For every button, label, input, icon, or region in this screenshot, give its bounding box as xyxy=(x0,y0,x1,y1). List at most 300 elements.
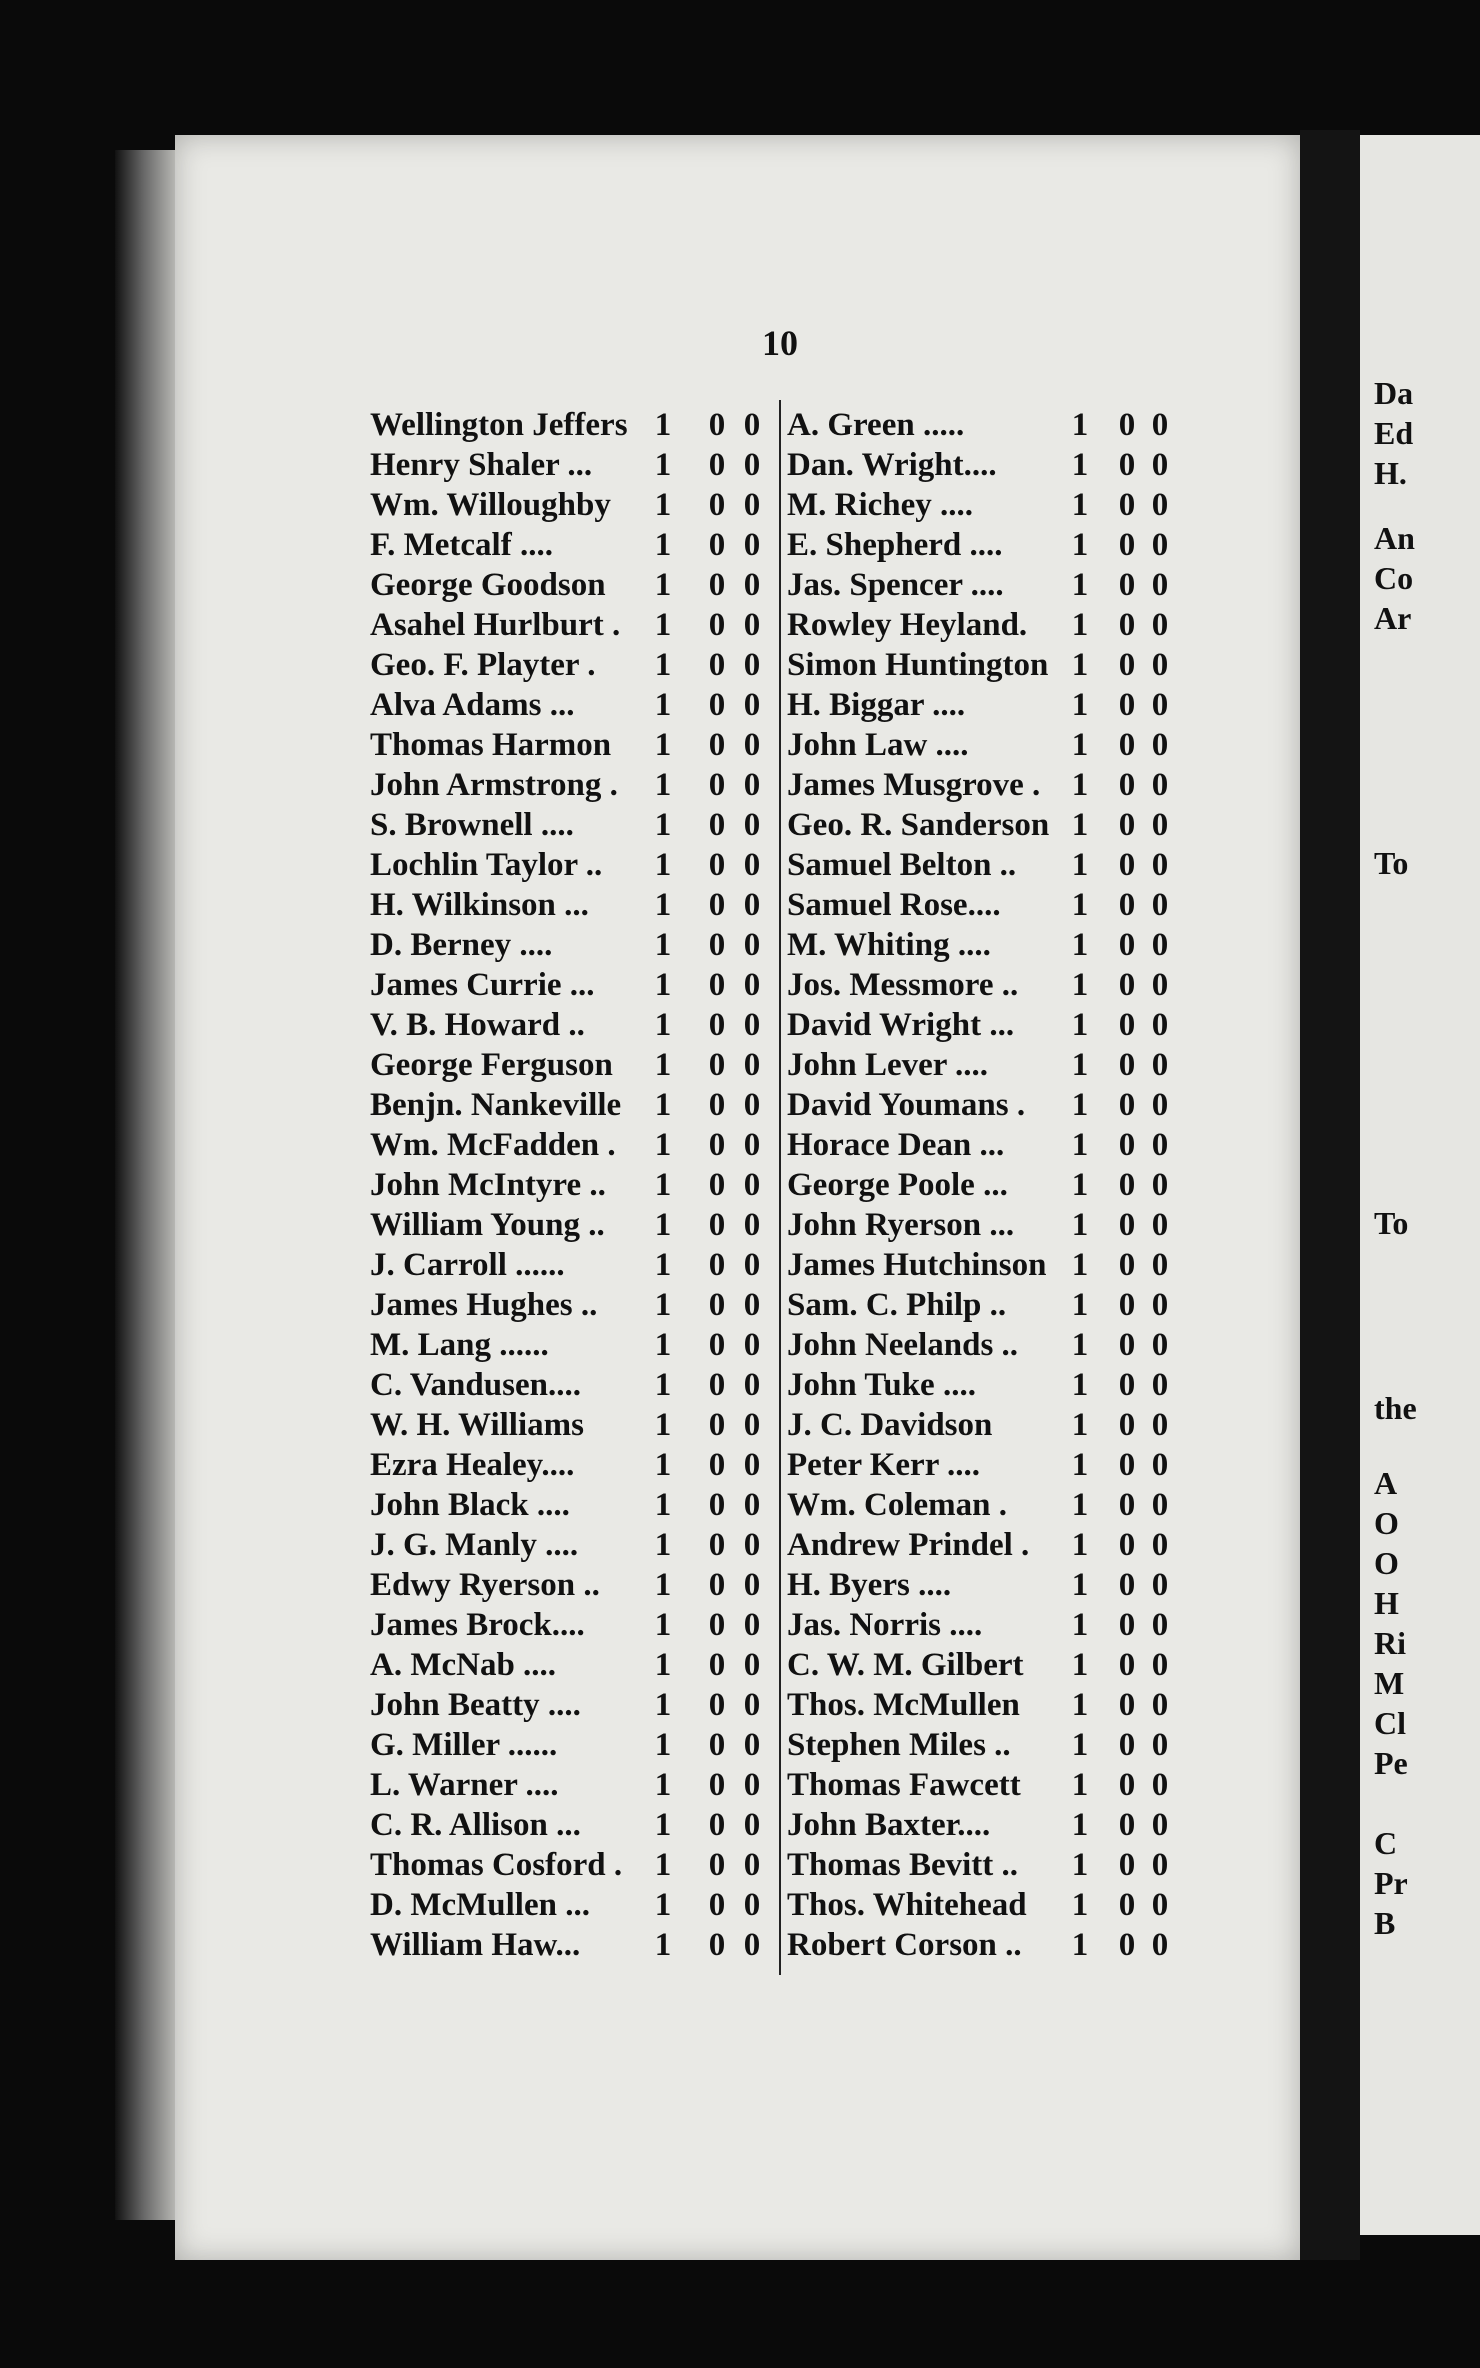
subscriber-name: David Wright ... xyxy=(787,1007,1015,1043)
adjacent-page-fragment xyxy=(1360,135,1480,2235)
amount-pence: 0 xyxy=(1151,1647,1169,1683)
amount-shillings: 0 xyxy=(708,1527,726,1563)
subscriber-name: James Hughes .. xyxy=(370,1287,598,1323)
subscriber-name: James Brock.... xyxy=(370,1607,585,1643)
amount-pounds: 1 xyxy=(654,767,672,803)
amount-pounds: 1 xyxy=(654,567,672,603)
subscriber-name: Robert Corson .. xyxy=(787,1927,1022,1963)
subscriber-name: John Baxter.... xyxy=(787,1807,991,1843)
amount-pence: 0 xyxy=(1151,1207,1169,1243)
list-item xyxy=(370,725,790,765)
amount-pence: 0 xyxy=(743,1367,761,1403)
list-item xyxy=(787,1445,1207,1485)
amount-pence: 0 xyxy=(1151,527,1169,563)
amount-shillings: 0 xyxy=(1118,1287,1136,1323)
list-item xyxy=(370,1565,790,1605)
amount-pounds: 1 xyxy=(654,1567,672,1603)
amount-pounds: 1 xyxy=(1071,1527,1089,1563)
list-item xyxy=(787,1205,1207,1245)
subscriber-name: M. Lang ...... xyxy=(370,1327,549,1363)
amount-shillings: 0 xyxy=(1118,1527,1136,1563)
amount-pounds: 1 xyxy=(1071,1487,1089,1523)
amount-shillings: 0 xyxy=(708,1807,726,1843)
amount-shillings: 0 xyxy=(708,1367,726,1403)
amount-pounds: 1 xyxy=(654,1007,672,1043)
list-item xyxy=(370,845,790,885)
subscriber-name: James Musgrove . xyxy=(787,767,1041,803)
list-item xyxy=(370,1885,790,1925)
amount-pounds: 1 xyxy=(654,1127,672,1163)
amount-pounds: 1 xyxy=(654,1767,672,1803)
amount-pounds: 1 xyxy=(654,1047,672,1083)
amount-shillings: 0 xyxy=(708,1447,726,1483)
subscriber-name: James Hutchinson xyxy=(787,1247,1047,1283)
amount-pence: 0 xyxy=(743,1927,761,1963)
amount-pence: 0 xyxy=(743,927,761,963)
subscriber-name: Geo. F. Playter . xyxy=(370,647,596,683)
amount-pence: 0 xyxy=(743,1527,761,1563)
page-gutter xyxy=(1300,130,1360,2260)
amount-shillings: 0 xyxy=(708,807,726,843)
fragment-text: Cl xyxy=(1374,1705,1406,1741)
subscriber-name: John Armstrong . xyxy=(370,767,618,803)
amount-pounds: 1 xyxy=(654,927,672,963)
subscriber-name: J. C. Davidson xyxy=(787,1407,993,1443)
amount-shillings: 0 xyxy=(1118,1447,1136,1483)
amount-pounds: 1 xyxy=(1071,927,1089,963)
amount-pounds: 1 xyxy=(1071,487,1089,523)
fragment-text: Da xyxy=(1374,375,1414,411)
list-item xyxy=(787,1005,1207,1045)
amount-pounds: 1 xyxy=(654,1807,672,1843)
list-item xyxy=(370,565,790,605)
list-item xyxy=(787,685,1207,725)
amount-pence: 0 xyxy=(1151,1487,1169,1523)
amount-pence: 0 xyxy=(1151,1007,1169,1043)
amount-pence: 0 xyxy=(743,1567,761,1603)
amount-pounds: 1 xyxy=(654,967,672,1003)
list-item xyxy=(787,885,1207,925)
amount-shillings: 0 xyxy=(708,567,726,603)
amount-pence: 0 xyxy=(743,1087,761,1123)
amount-shillings: 0 xyxy=(1118,887,1136,923)
amount-shillings: 0 xyxy=(708,1927,726,1963)
amount-pence: 0 xyxy=(1151,1047,1169,1083)
amount-shillings: 0 xyxy=(708,1607,726,1643)
amount-shillings: 0 xyxy=(1118,1687,1136,1723)
amount-pounds: 1 xyxy=(654,1447,672,1483)
amount-pence: 0 xyxy=(743,647,761,683)
amount-pounds: 1 xyxy=(1071,1047,1089,1083)
subscriber-name: Thos. McMullen xyxy=(787,1687,1020,1723)
amount-shillings: 0 xyxy=(1118,1767,1136,1803)
amount-pounds: 1 xyxy=(654,807,672,843)
amount-pence: 0 xyxy=(1151,1807,1169,1843)
list-item xyxy=(370,1725,790,1765)
fragment-text: An xyxy=(1374,520,1415,556)
amount-pence: 0 xyxy=(743,1647,761,1683)
amount-pence: 0 xyxy=(743,407,761,443)
list-item xyxy=(787,845,1207,885)
amount-shillings: 0 xyxy=(1118,967,1136,1003)
amount-shillings: 0 xyxy=(1118,1207,1136,1243)
amount-pounds: 1 xyxy=(654,1327,672,1363)
fragment-text: To xyxy=(1374,845,1409,881)
list-item xyxy=(370,765,790,805)
amount-pounds: 1 xyxy=(1071,1407,1089,1443)
amount-pence: 0 xyxy=(1151,1327,1169,1363)
subscriber-name: Asahel Hurlburt . xyxy=(370,607,621,643)
subscriber-name: D. McMullen ... xyxy=(370,1887,590,1923)
list-item xyxy=(787,1805,1207,1845)
amount-pounds: 1 xyxy=(1071,567,1089,603)
amount-pence: 0 xyxy=(1151,1447,1169,1483)
amount-shillings: 0 xyxy=(708,847,726,883)
amount-shillings: 0 xyxy=(1118,1127,1136,1163)
list-item xyxy=(370,1085,790,1125)
amount-pence: 0 xyxy=(743,727,761,763)
amount-pence: 0 xyxy=(1151,607,1169,643)
list-item xyxy=(787,445,1207,485)
amount-pounds: 1 xyxy=(654,447,672,483)
subscriber-name: Jas. Spencer .... xyxy=(787,567,1004,603)
amount-pounds: 1 xyxy=(1071,1087,1089,1123)
amount-shillings: 0 xyxy=(1118,1727,1136,1763)
amount-pounds: 1 xyxy=(654,847,672,883)
subscriber-name: J. G. Manly .... xyxy=(370,1527,579,1563)
subscriber-name: Jas. Norris .... xyxy=(787,1607,983,1643)
amount-pounds: 1 xyxy=(1071,1567,1089,1603)
subscriber-name: M. Richey .... xyxy=(787,487,974,523)
amount-shillings: 0 xyxy=(1118,687,1136,723)
amount-pence: 0 xyxy=(743,1247,761,1283)
amount-shillings: 0 xyxy=(708,1327,726,1363)
subscriber-name: George Goodson xyxy=(370,567,606,603)
list-item xyxy=(787,1565,1207,1605)
subscriber-name: D. Berney .... xyxy=(370,927,553,963)
amount-pounds: 1 xyxy=(654,1527,672,1563)
amount-shillings: 0 xyxy=(708,1767,726,1803)
list-item xyxy=(787,1725,1207,1765)
amount-pounds: 1 xyxy=(1071,967,1089,1003)
subscriber-name: Dan. Wright.... xyxy=(787,447,997,483)
amount-shillings: 0 xyxy=(1118,607,1136,643)
amount-pounds: 1 xyxy=(654,1927,672,1963)
amount-shillings: 0 xyxy=(1118,1487,1136,1523)
amount-pounds: 1 xyxy=(654,887,672,923)
subscriber-name: George Ferguson xyxy=(370,1047,613,1083)
amount-shillings: 0 xyxy=(708,1207,726,1243)
list-item xyxy=(787,1525,1207,1565)
subscriber-name: William Young .. xyxy=(370,1207,605,1243)
amount-shillings: 0 xyxy=(1118,1407,1136,1443)
amount-shillings: 0 xyxy=(1118,767,1136,803)
amount-pounds: 1 xyxy=(1071,1647,1089,1683)
list-item xyxy=(787,1165,1207,1205)
list-item xyxy=(787,645,1207,685)
amount-shillings: 0 xyxy=(708,887,726,923)
amount-pounds: 1 xyxy=(1071,1847,1089,1883)
list-item xyxy=(370,885,790,925)
subscriber-name: A. McNab .... xyxy=(370,1647,557,1683)
subscriber-name: Samuel Belton .. xyxy=(787,847,1017,883)
amount-shillings: 0 xyxy=(708,1007,726,1043)
amount-pence: 0 xyxy=(743,607,761,643)
amount-pounds: 1 xyxy=(1071,1327,1089,1363)
subscriber-name: Sam. C. Philp .. xyxy=(787,1287,1007,1323)
amount-shillings: 0 xyxy=(1118,1167,1136,1203)
list-item xyxy=(370,965,790,1005)
amount-shillings: 0 xyxy=(1118,407,1136,443)
subscriber-name: John Ryerson ... xyxy=(787,1207,1015,1243)
amount-pence: 0 xyxy=(743,1727,761,1763)
list-item xyxy=(787,565,1207,605)
amount-shillings: 0 xyxy=(708,607,726,643)
amount-shillings: 0 xyxy=(1118,807,1136,843)
amount-pence: 0 xyxy=(1151,1167,1169,1203)
amount-pounds: 1 xyxy=(1071,527,1089,563)
subscriber-name: David Youmans . xyxy=(787,1087,1026,1123)
amount-pounds: 1 xyxy=(654,1887,672,1923)
amount-shillings: 0 xyxy=(1118,727,1136,763)
subscriber-name: Thos. Whitehead xyxy=(787,1887,1027,1923)
amount-pence: 0 xyxy=(1151,1087,1169,1123)
amount-shillings: 0 xyxy=(708,1407,726,1443)
list-item xyxy=(787,1885,1207,1925)
amount-pence: 0 xyxy=(743,1287,761,1323)
list-item xyxy=(787,965,1207,1005)
amount-shillings: 0 xyxy=(1118,1647,1136,1683)
amount-pounds: 1 xyxy=(654,1167,672,1203)
amount-shillings: 0 xyxy=(708,487,726,523)
amount-pence: 0 xyxy=(743,1207,761,1243)
subscriber-name: John McIntyre .. xyxy=(370,1167,606,1203)
list-item xyxy=(787,525,1207,565)
subscriber-name: H. Biggar .... xyxy=(787,687,966,723)
list-item xyxy=(370,1205,790,1245)
list-item xyxy=(370,1685,790,1725)
amount-pence: 0 xyxy=(1151,1567,1169,1603)
amount-pence: 0 xyxy=(743,1607,761,1643)
list-item xyxy=(787,1365,1207,1405)
amount-shillings: 0 xyxy=(1118,567,1136,603)
amount-pounds: 1 xyxy=(1071,1927,1089,1963)
amount-pounds: 1 xyxy=(1071,647,1089,683)
amount-pence: 0 xyxy=(743,487,761,523)
amount-pounds: 1 xyxy=(1071,1247,1089,1283)
list-item xyxy=(370,1325,790,1365)
subscriber-name: Andrew Prindel . xyxy=(787,1527,1030,1563)
subscriber-name: L. Warner .... xyxy=(370,1767,559,1803)
amount-pounds: 1 xyxy=(1071,1207,1089,1243)
amount-pounds: 1 xyxy=(654,487,672,523)
list-item xyxy=(370,1485,790,1525)
list-item xyxy=(787,1245,1207,1285)
amount-shillings: 0 xyxy=(708,687,726,723)
fragment-text: C xyxy=(1374,1825,1398,1861)
fragment-text: Ar xyxy=(1374,600,1412,636)
amount-pence: 0 xyxy=(1151,807,1169,843)
list-item xyxy=(370,1125,790,1165)
amount-shillings: 0 xyxy=(708,1167,726,1203)
amount-pounds: 1 xyxy=(1071,887,1089,923)
subscriber-name: Ezra Healey.... xyxy=(370,1447,575,1483)
amount-shillings: 0 xyxy=(708,407,726,443)
amount-pence: 0 xyxy=(743,567,761,603)
amount-pence: 0 xyxy=(743,1127,761,1163)
list-item xyxy=(787,1045,1207,1085)
amount-pounds: 1 xyxy=(1071,1887,1089,1923)
list-item xyxy=(370,1925,790,1965)
subscriber-name: Henry Shaler ... xyxy=(370,447,593,483)
list-item xyxy=(370,1405,790,1445)
amount-pence: 0 xyxy=(743,767,761,803)
amount-pounds: 1 xyxy=(654,1487,672,1523)
amount-pounds: 1 xyxy=(1071,447,1089,483)
subscriber-name: John Tuke .... xyxy=(787,1367,976,1403)
list-item xyxy=(787,805,1207,845)
amount-pence: 0 xyxy=(743,447,761,483)
list-item xyxy=(787,1685,1207,1725)
fragment-text: H xyxy=(1374,1585,1399,1621)
list-item xyxy=(370,1245,790,1285)
amount-shillings: 0 xyxy=(708,1727,726,1763)
amount-pence: 0 xyxy=(1151,1687,1169,1723)
amount-shillings: 0 xyxy=(708,1047,726,1083)
subscriber-name: Wm. Coleman . xyxy=(787,1487,1007,1523)
amount-pence: 0 xyxy=(1151,567,1169,603)
amount-shillings: 0 xyxy=(708,1647,726,1683)
subscriber-name: Rowley Heyland. xyxy=(787,607,1028,643)
list-item xyxy=(787,1325,1207,1365)
amount-pence: 0 xyxy=(743,1447,761,1483)
amount-shillings: 0 xyxy=(1118,647,1136,683)
amount-pounds: 1 xyxy=(1071,1607,1089,1643)
amount-pounds: 1 xyxy=(654,727,672,763)
amount-pounds: 1 xyxy=(654,647,672,683)
amount-shillings: 0 xyxy=(708,767,726,803)
fragment-text: H. xyxy=(1374,455,1407,491)
subscriber-name: E. Shepherd .... xyxy=(787,527,1003,563)
list-item xyxy=(787,1605,1207,1645)
subscriber-name: John Law .... xyxy=(787,727,969,763)
amount-shillings: 0 xyxy=(708,1687,726,1723)
subscriber-name: Wm. McFadden . xyxy=(370,1127,616,1163)
fragment-text: Ed xyxy=(1374,415,1414,451)
list-item xyxy=(787,605,1207,645)
amount-pounds: 1 xyxy=(1071,1167,1089,1203)
amount-pounds: 1 xyxy=(654,527,672,563)
amount-pence: 0 xyxy=(1151,647,1169,683)
amount-shillings: 0 xyxy=(1118,847,1136,883)
amount-pounds: 1 xyxy=(1071,767,1089,803)
amount-pence: 0 xyxy=(1151,1767,1169,1803)
subscriber-name: A. Green ..... xyxy=(787,407,965,443)
subscriber-name: W. H. Williams xyxy=(370,1407,584,1443)
amount-pence: 0 xyxy=(1151,847,1169,883)
amount-shillings: 0 xyxy=(1118,1567,1136,1603)
subscriber-name: Edwy Ryerson .. xyxy=(370,1567,600,1603)
amount-pounds: 1 xyxy=(1071,807,1089,843)
amount-pence: 0 xyxy=(743,1487,761,1523)
amount-pence: 0 xyxy=(1151,927,1169,963)
amount-pence: 0 xyxy=(1151,1847,1169,1883)
amount-pounds: 1 xyxy=(654,1847,672,1883)
amount-pounds: 1 xyxy=(1071,1367,1089,1403)
amount-pounds: 1 xyxy=(654,1647,672,1683)
subscriber-name: William Haw... xyxy=(370,1927,581,1963)
list-item xyxy=(370,485,790,525)
subscriber-name: H. Wilkinson ... xyxy=(370,887,589,923)
fragment-text: Pr xyxy=(1374,1865,1408,1901)
amount-pounds: 1 xyxy=(654,1367,672,1403)
amount-shillings: 0 xyxy=(708,1287,726,1323)
subscriber-name: C. Vandusen.... xyxy=(370,1367,581,1403)
list-item xyxy=(370,405,790,445)
list-item xyxy=(370,1165,790,1205)
amount-shillings: 0 xyxy=(1118,1367,1136,1403)
fragment-text: the xyxy=(1374,1390,1417,1426)
subscriber-name: Lochlin Taylor .. xyxy=(370,847,603,883)
list-item xyxy=(787,1085,1207,1125)
subscriber-name: Thomas Bevitt .. xyxy=(787,1847,1018,1883)
subscriber-name: Wellington Jeffers xyxy=(370,407,628,443)
amount-pounds: 1 xyxy=(654,407,672,443)
list-item xyxy=(370,1365,790,1405)
list-item xyxy=(787,1405,1207,1445)
subscriber-name: G. Miller ...... xyxy=(370,1727,558,1763)
subscriber-name: John Black .... xyxy=(370,1487,570,1523)
amount-shillings: 0 xyxy=(1118,1927,1136,1963)
list-item xyxy=(787,1125,1207,1165)
amount-pounds: 1 xyxy=(1071,1727,1089,1763)
list-item xyxy=(370,1005,790,1045)
amount-pounds: 1 xyxy=(1071,1687,1089,1723)
list-item xyxy=(370,1525,790,1565)
amount-pence: 0 xyxy=(743,1887,761,1923)
amount-pence: 0 xyxy=(1151,1927,1169,1963)
subscriber-name: V. B. Howard .. xyxy=(370,1007,585,1043)
list-item xyxy=(370,805,790,845)
list-item xyxy=(370,645,790,685)
amount-shillings: 0 xyxy=(708,1487,726,1523)
amount-shillings: 0 xyxy=(1118,1887,1136,1923)
amount-shillings: 0 xyxy=(708,1127,726,1163)
subscriber-name: Alva Adams ... xyxy=(370,687,575,723)
amount-shillings: 0 xyxy=(1118,1007,1136,1043)
list-item xyxy=(370,1285,790,1325)
list-item xyxy=(370,1845,790,1885)
list-item xyxy=(787,1765,1207,1805)
list-item xyxy=(370,1605,790,1645)
amount-shillings: 0 xyxy=(708,1087,726,1123)
fragment-text: B xyxy=(1374,1905,1396,1941)
amount-shillings: 0 xyxy=(708,527,726,563)
amount-shillings: 0 xyxy=(1118,1247,1136,1283)
subscriber-name: F. Metcalf .... xyxy=(370,527,553,563)
list-item xyxy=(370,1045,790,1085)
subscriber-name: James Currie ... xyxy=(370,967,595,1003)
list-item xyxy=(370,1445,790,1485)
subscriber-name: George Poole ... xyxy=(787,1167,1008,1203)
amount-pence: 0 xyxy=(743,1007,761,1043)
amount-pence: 0 xyxy=(1151,447,1169,483)
amount-pounds: 1 xyxy=(654,1287,672,1323)
subscriber-name: Wm. Willoughby xyxy=(370,487,611,523)
subscriber-name: J. Carroll ...... xyxy=(370,1247,565,1283)
amount-shillings: 0 xyxy=(708,447,726,483)
list-item xyxy=(787,405,1207,445)
